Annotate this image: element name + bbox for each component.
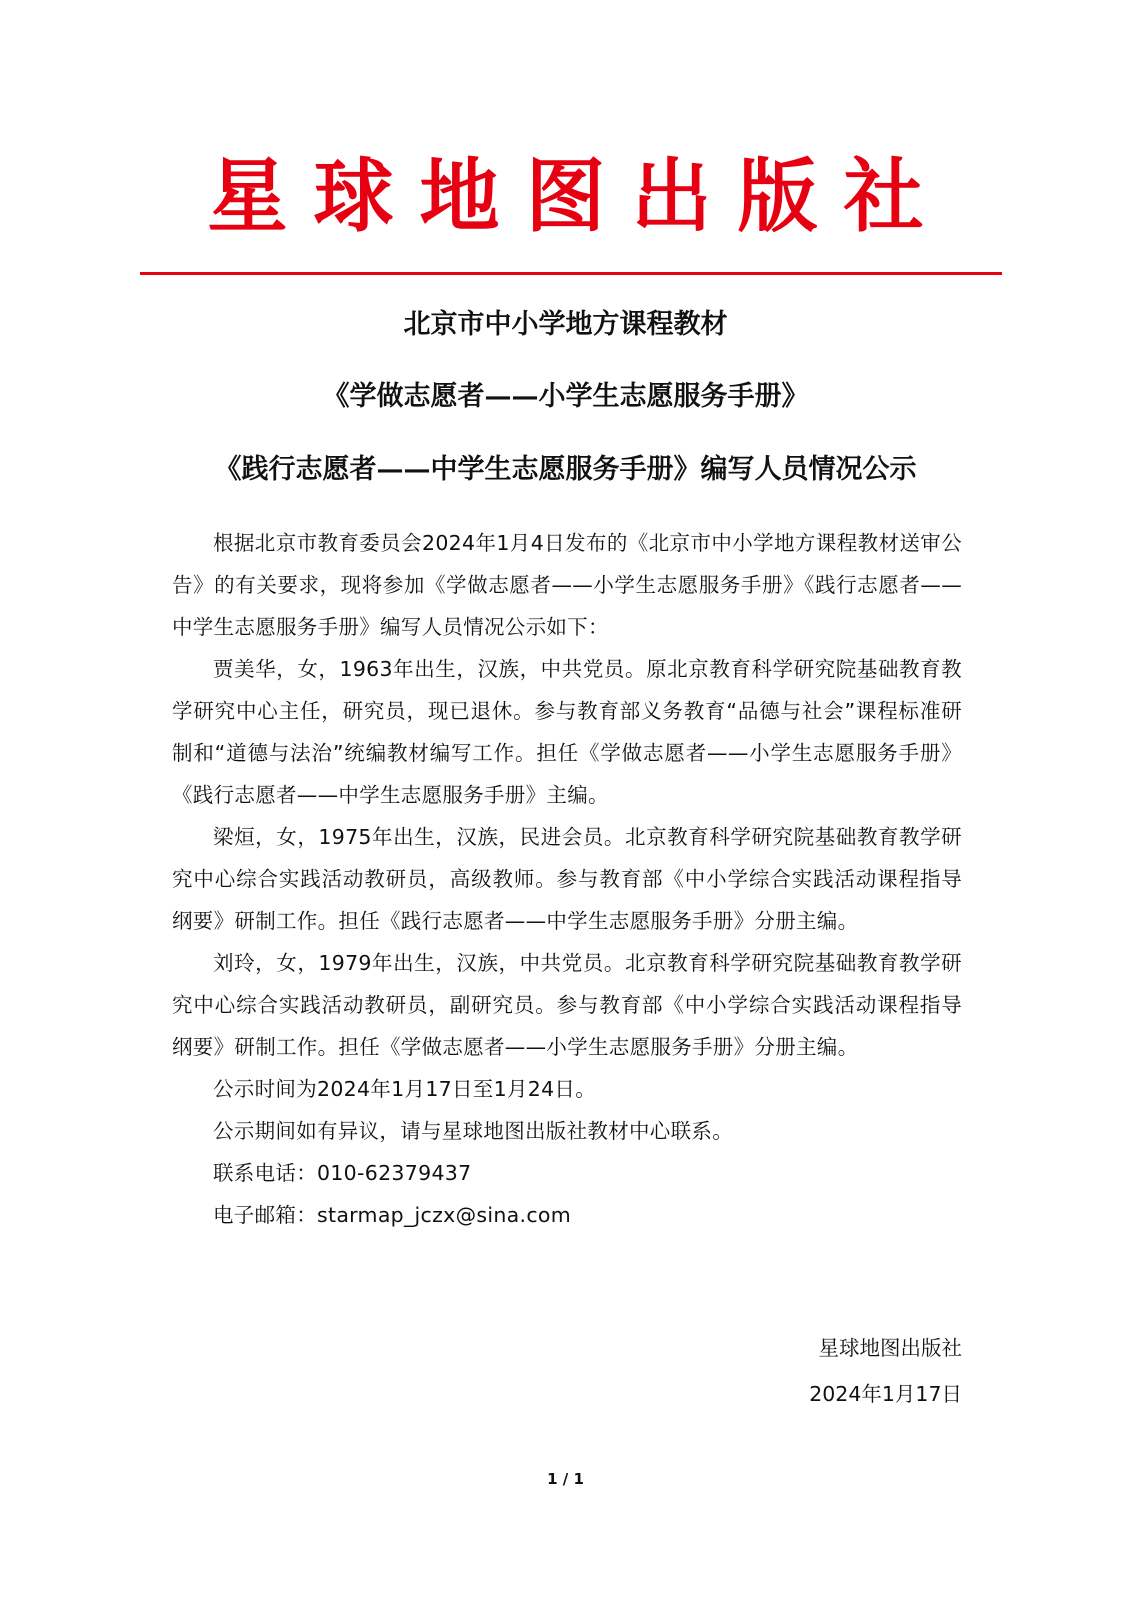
- author-jia-meihua-paragraph: 贾美华，女，1963年出生，汉族，中共党员。原北京教育科学研究院基础教育教学研究中心主任，研究员，现已退休。参与教育部义务教育“品德与社会”课程标准研制和“道德与法治”统编教材编写工作。担任《学做志愿者——小学生志愿服务手册》《践行志愿者——中学生志愿服务手册》主编。: [172, 657, 962, 807]
- contact-email: 电子邮箱：starmap_jczx@sina.com: [213, 1203, 572, 1227]
- author-liang-xuan-paragraph: 梁烜，女，1975年出生，汉族，民进会员。北京教育科学研究院基础教育教学研究中心综合实践活动教研员，高级教师。参与教育部《中小学综合实践活动课程指导纲要》研制工作。担任《践行志愿者——中学生志愿服务手册》分册主编。: [172, 825, 962, 933]
- intro-paragraph: 根据北京市教育委员会2024年1月4日发布的《北京市中小学地方课程教材送审公告》的有关要求，现将参加《学做志愿者——小学生志愿服务手册》《践行志愿者——中学生志愿服务手册》编写人员情况公示如下：: [172, 531, 962, 639]
- signature-org: 星球地图出版社: [818, 1336, 962, 1360]
- author-liu-ling-paragraph: 刘玲，女，1979年出生，汉族，中共党员。北京教育科学研究院基础教育教学研究中心综合实践活动教研员，副研究员。参与教育部《中小学综合实践活动课程指导纲要》研制工作。担任《学做志愿者——小学生志愿服务手册》分册主编。: [172, 951, 962, 1059]
- objection-contact-paragraph: 公示期间如有异议，请与星球地图出版社教材中心联系。: [213, 1119, 733, 1143]
- signature-block: [560, 1325, 962, 1417]
- document-title-line-3: 《践行志愿者——中学生志愿服务手册》编写人员情况公示: [214, 454, 917, 485]
- document-title-line-2: 《学做志愿者——小学生志愿服务手册》: [322, 381, 809, 412]
- page-number: 1 / 1: [547, 1470, 584, 1488]
- publisher-masthead: 星球地图出版社: [207, 149, 950, 243]
- signature-date: 2024年1月17日: [809, 1382, 962, 1406]
- masthead-divider: [140, 272, 1002, 275]
- contact-phone: 联系电话：010-62379437: [213, 1161, 472, 1185]
- document-body: [172, 522, 962, 1236]
- publicity-period-paragraph: 公示时间为2024年1月17日至1月24日。: [213, 1077, 597, 1101]
- document-title-line-1: 北京市中小学地方课程教材: [403, 309, 728, 340]
